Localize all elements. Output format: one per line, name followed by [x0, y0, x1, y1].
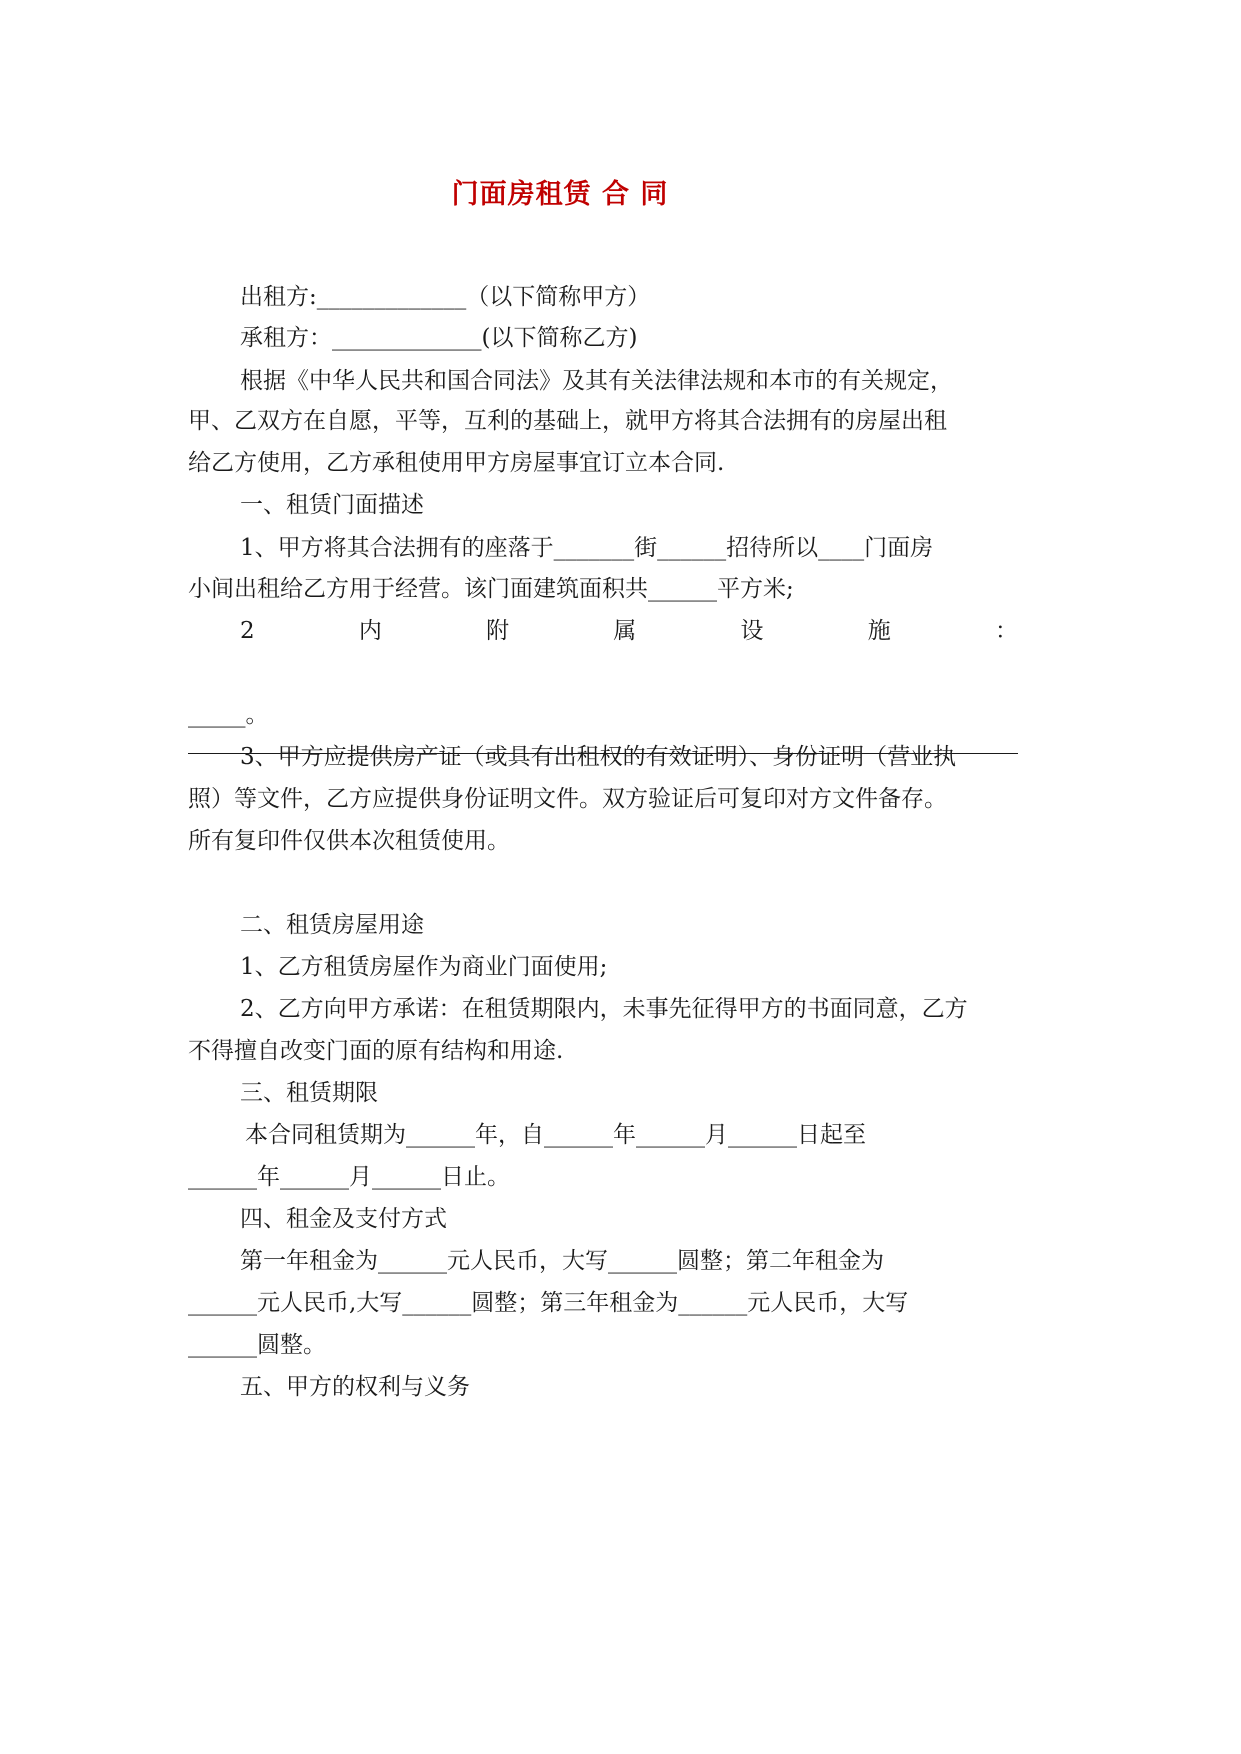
lessor-line: 出租方:_____________（以下简称甲方） — [240, 284, 651, 310]
section-heading: 三、租赁期限 — [240, 1080, 378, 1106]
facilities-char: 2 — [240, 618, 255, 644]
paragraph-line: 给乙方使用，乙方承租使用甲方房屋事宜订立本合同. — [188, 450, 725, 476]
paragraph-line: 第一年租金为______元人民币，大写______圆整；第二年租金为 — [240, 1248, 884, 1274]
facilities-char: 内 — [358, 618, 382, 644]
paragraph-line: ______圆整。 — [188, 1332, 326, 1358]
section-heading: 二、租赁房屋用途 — [240, 912, 424, 938]
paragraph-line: 2、乙方向甲方承诺：在租赁期限内，未事先征得甲方的书面同意，乙方 — [240, 996, 968, 1022]
section-heading: 五、甲方的权利与义务 — [240, 1374, 470, 1400]
paragraph-line: ______年______月______日止。 — [188, 1164, 510, 1190]
section-heading: 四、租金及支付方式 — [240, 1206, 447, 1232]
facilities-char: ： — [994, 618, 1018, 644]
document-title: 门面房租赁 合 同 — [451, 179, 669, 210]
section-heading: 一、租赁门面描述 — [240, 492, 424, 518]
facilities-char: 附 — [486, 618, 510, 644]
paragraph-line: ______元人民币,大写______圆整；第三年租金为______元人民币，大写 — [188, 1290, 909, 1316]
paragraph-line: 1、乙方租赁房屋作为商业门面使用; — [240, 954, 608, 980]
paragraph-line: 不得擅自改变门面的原有结构和用途. — [188, 1038, 564, 1064]
facilities-line — [240, 616, 1018, 646]
lessee-line: 承租方：_____________(以下简称乙方) — [240, 325, 638, 351]
paragraph-line: 所有复印件仅供本次租赁使用。 — [188, 828, 510, 854]
paragraph-line: 根据《中华人民共和国合同法》及其有关法律法规和本市的有关规定， — [240, 368, 953, 394]
paragraph-line: _____。 — [188, 702, 269, 728]
facilities-char: 属 — [613, 618, 637, 644]
facilities-char: 施 — [867, 618, 891, 644]
paragraph-line: 1、甲方将其合法拥有的座落于_______街______招待所以____门面房 — [240, 535, 934, 561]
paragraph-line: 甲、乙双方在自愿，平等，互利的基础上，就甲方将其合法拥有的房屋出租 — [188, 408, 947, 434]
paragraph-line: 照）等文件，乙方应提供身份证明文件。双方验证后可复印对方文件备存。 — [188, 786, 947, 812]
paragraph-line: 3、甲方应提供房产证（或具有出租权的有效证明）、身份证明（营业执 — [240, 744, 957, 770]
paragraph-line: 本合同租赁期为______年，自______年______月______日起至 — [245, 1122, 866, 1148]
facilities-char: 设 — [740, 618, 764, 644]
paragraph-line: 小间出租给乙方用于经营。该门面建筑面积共______平方米; — [188, 576, 794, 602]
